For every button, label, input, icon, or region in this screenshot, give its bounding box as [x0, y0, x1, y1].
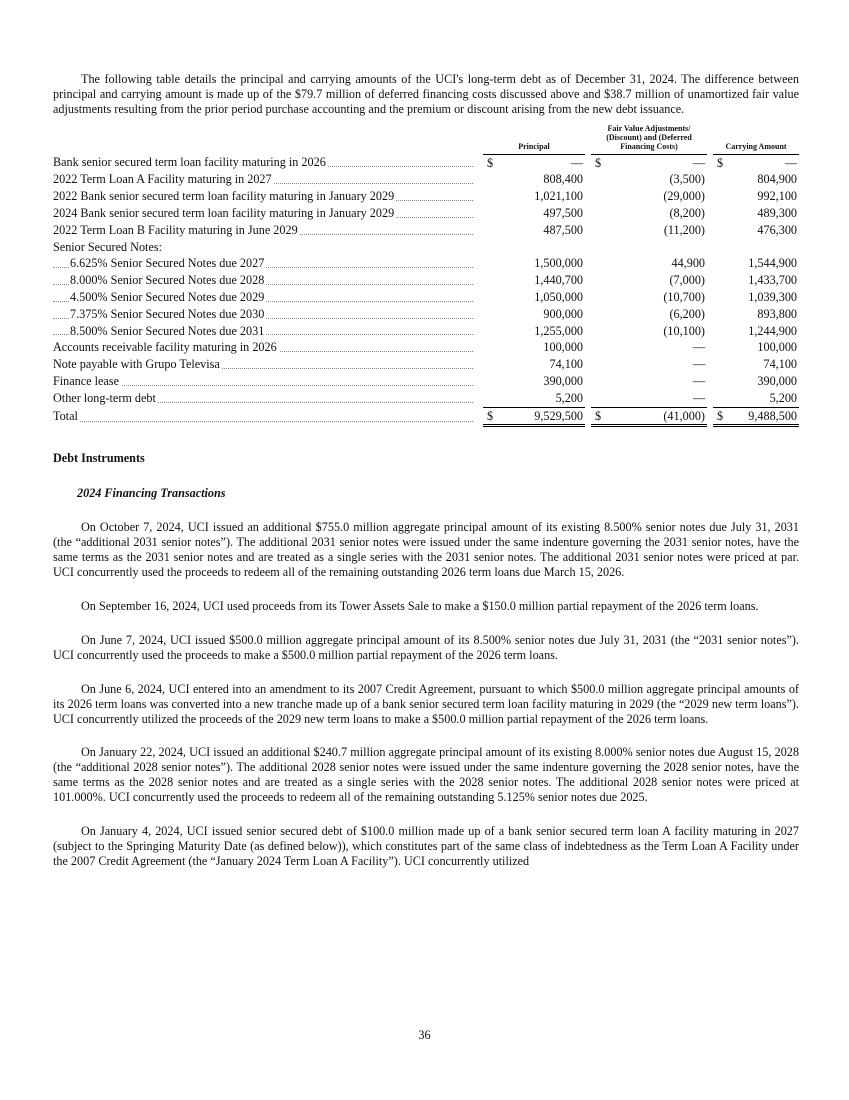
cell-value: 1,050,000	[534, 289, 583, 304]
cell-value: 1,500,000	[534, 256, 583, 271]
row-label: 7.375% Senior Secured Notes due 2030	[53, 306, 477, 323]
table-row	[53, 339, 799, 356]
carrying-cell	[713, 356, 799, 373]
carrying-cell	[713, 390, 799, 407]
header-principal: Principal	[483, 124, 585, 154]
carrying-cell	[713, 272, 799, 289]
page-number: 36	[418, 1028, 431, 1042]
row-label: 2022 Term Loan A Facility maturing in 2027	[53, 171, 477, 188]
row-label: Finance lease	[53, 373, 477, 390]
table-row	[53, 188, 799, 205]
principal-cell	[483, 323, 585, 340]
currency-symbol: $	[717, 408, 724, 423]
principal-cell	[483, 407, 585, 426]
cell-value: 487,500	[543, 222, 583, 237]
row-label: Accounts receivable facility maturing in 2026	[53, 339, 477, 356]
principal-cell	[483, 306, 585, 323]
subsection-heading: 2024 Financing Transactions	[77, 486, 226, 501]
table-row	[53, 390, 799, 407]
cell-value: 74,100	[763, 357, 797, 372]
cell-value: —	[692, 340, 705, 355]
cell-value: (3,500)	[669, 172, 705, 187]
carrying-cell	[713, 255, 799, 272]
carrying-cell	[713, 407, 799, 426]
cell-value: 390,000	[757, 373, 797, 388]
currency-symbol: $	[595, 408, 602, 423]
fair-value-cell	[591, 407, 707, 426]
fair-value-cell	[591, 339, 707, 356]
table-row	[53, 373, 799, 390]
carrying-cell	[713, 306, 799, 323]
fair-value-cell	[591, 306, 707, 323]
carrying-cell	[713, 205, 799, 222]
currency-symbol: $	[487, 408, 494, 423]
body-paragraph: On June 6, 2024, UCI entered into an amendment to its 2007 Credit Agreement, pursuant to which $500.0 million aggregate principal amounts of its 2026 term loans was converted into a new tranche made up of a bank senior secured term loan facility maturing in 2029 (the “2029 new term loans”). UCI concurrently utilized the proceeds of the 2029 new term loans to make a $500.0 million partial repayment of the 2026 term loans.	[53, 681, 799, 726]
body-paragraphs	[53, 520, 799, 868]
cell-value: 390,000	[543, 373, 583, 388]
table-header-row	[53, 124, 799, 154]
principal-cell	[483, 390, 585, 407]
cell-value: 1,039,300	[748, 289, 797, 304]
cell-value: 1,544,900	[748, 256, 797, 271]
carrying-cell	[713, 289, 799, 306]
fair-value-cell	[591, 205, 707, 222]
table-row	[53, 323, 799, 340]
table-row	[53, 289, 799, 306]
intro-paragraph: The following table details the principal and carrying amounts of the UCI's long-term debt as of December 31, 2024. The difference between principal and carrying amount is made up of the $79.7 million of deferred financing costs discussed above and $38.7 million of unamortized fair value adjustments resulting from the prior period purchase accounting and the premium or discount arising from the new debt issuance.	[53, 72, 799, 116]
principal-cell	[483, 289, 585, 306]
row-label: 8.000% Senior Secured Notes due 2028	[53, 272, 477, 289]
fair-value-cell	[591, 188, 707, 205]
carrying-cell	[713, 339, 799, 356]
cell-value: —	[692, 357, 705, 372]
cell-value: (10,700)	[663, 289, 705, 304]
fair-value-cell	[591, 171, 707, 188]
principal-cell	[483, 373, 585, 390]
long-term-debt-table	[53, 124, 799, 428]
row-label: 4.500% Senior Secured Notes due 2029	[53, 289, 477, 306]
cell-value: —	[570, 155, 583, 170]
body-paragraph: On January 22, 2024, UCI issued an additional $240.7 million aggregate principal amount of its existing 8.000% senior notes due August 15, 2028 (the “additional 2028 senior notes”). The additional 2028 senior notes were issued under the same indenture governing the 2028 senior notes, have the same terms as the 2028 senior notes and are treated as a single series with the 2028 senior notes. The additional 2028 senior notes were priced at 101.000%. UCI concurrently used the proceeds to redeem all of the remaining outstanding 5.125% senior notes due 2025.	[53, 745, 799, 805]
cell-value: 808,400	[543, 172, 583, 187]
table-row	[53, 356, 799, 373]
cell-value: 1,255,000	[534, 323, 583, 338]
cell-value: 497,500	[543, 206, 583, 220]
carrying-cell	[713, 323, 799, 340]
principal-cell	[483, 205, 585, 222]
table-row	[53, 222, 799, 239]
cell-value: 100,000	[757, 340, 797, 355]
cell-value: (7,000)	[669, 273, 705, 288]
row-label: 2024 Bank senior secured term loan facility maturing in January 2029	[53, 205, 477, 222]
cell-value: 5,200	[555, 390, 583, 405]
cell-value: (10,100)	[663, 323, 705, 338]
table-row	[53, 407, 799, 426]
document-page	[53, 72, 799, 869]
principal-cell	[483, 272, 585, 289]
row-label: Other long-term debt	[53, 390, 477, 407]
carrying-cell	[713, 188, 799, 205]
principal-cell	[483, 222, 585, 239]
row-label: 2022 Term Loan B Facility maturing in June 2029	[53, 222, 477, 239]
cell-value: 9,488,500	[748, 408, 797, 423]
carrying-cell	[713, 171, 799, 188]
section-heading: Debt Instruments	[53, 451, 145, 466]
fair-value-cell	[591, 239, 707, 256]
cell-value: 100,000	[543, 340, 583, 355]
header-fair-value: Fair Value Adjustments/ (Discount) and (Deferred Financing Costs)	[591, 124, 707, 154]
fair-value-cell	[591, 154, 707, 171]
carrying-cell	[713, 222, 799, 239]
cell-value: 992,100	[757, 189, 797, 204]
principal-cell	[483, 154, 585, 171]
cell-value: —	[692, 390, 705, 405]
cell-value: 893,800	[757, 306, 797, 321]
table-row	[53, 239, 799, 256]
table-row	[53, 171, 799, 188]
fair-value-cell	[591, 289, 707, 306]
cell-value: (29,000)	[663, 189, 705, 204]
carrying-cell	[713, 154, 799, 171]
principal-cell	[483, 239, 585, 256]
row-label: Note payable with Grupo Televisa	[53, 356, 477, 373]
principal-cell	[483, 171, 585, 188]
cell-value: (8,200)	[669, 206, 705, 220]
cell-value: 804,900	[757, 172, 797, 187]
fair-value-cell	[591, 272, 707, 289]
fair-value-cell	[591, 356, 707, 373]
cell-value: 1,433,700	[748, 273, 797, 288]
row-label: 2022 Bank senior secured term loan facility maturing in January 2029	[53, 188, 477, 205]
table-row	[53, 154, 799, 171]
cell-value: 489,300	[757, 206, 797, 220]
row-label: Bank senior secured term loan facility maturing in 2026	[53, 154, 477, 171]
cell-value: —	[692, 155, 705, 170]
body-paragraph: On October 7, 2024, UCI issued an additional $755.0 million aggregate principal amount of its existing 8.500% senior notes due July 31, 2031 (the “additional 2031 senior notes”). The additional 2031 senior notes were issued under the same indenture governing the 2031 senior notes, have the same terms as the 2031 senior notes and are treated as a single series with the 2031 senior notes. The additional 2031 senior notes were priced at par. UCI concurrently used the proceeds to redeem all of the remaining outstanding 2026 term loans due March 15, 2026.	[53, 520, 799, 580]
fair-value-cell	[591, 390, 707, 407]
table-row	[53, 272, 799, 289]
body-paragraph: On September 16, 2024, UCI used proceeds from its Tower Assets Sale to make a $150.0 million partial repayment of the 2026 term loans.	[81, 598, 759, 613]
cell-value: 44,900	[671, 256, 705, 271]
row-label: Senior Secured Notes:	[53, 239, 162, 254]
cell-value: 74,100	[549, 357, 583, 372]
principal-cell	[483, 356, 585, 373]
table-row	[53, 205, 799, 222]
principal-cell	[483, 255, 585, 272]
cell-value: 1,440,700	[534, 273, 583, 288]
cell-value: —	[784, 155, 797, 170]
cell-value: 5,200	[769, 390, 797, 405]
cell-value: (6,200)	[669, 306, 705, 321]
body-paragraph: On January 4, 2024, UCI issued senior secured debt of $100.0 million made up of a bank senior secured term loan A facility maturing in 2027 (subject to the Springing Maturity Date (as defined below)), which constitutes part of the same class of indebtedness as the Term Loan A Facility under the 2007 Credit Agreement (the “January 2024 Term Loan A Facility”). UCI concurrently utilized	[53, 824, 799, 868]
table-row	[53, 306, 799, 323]
cell-value: 476,300	[757, 222, 797, 237]
principal-cell	[483, 339, 585, 356]
fair-value-cell	[591, 373, 707, 390]
row-label: Total	[53, 407, 477, 426]
carrying-cell	[713, 239, 799, 256]
cell-value: 9,529,500	[534, 408, 583, 423]
currency-symbol: $	[595, 155, 602, 170]
carrying-cell	[713, 373, 799, 390]
fair-value-cell	[591, 255, 707, 272]
cell-value: —	[692, 373, 705, 388]
cell-value: (41,000)	[663, 408, 705, 423]
currency-symbol: $	[717, 155, 724, 170]
row-label: 8.500% Senior Secured Notes due 2031	[53, 323, 477, 340]
table-row	[53, 255, 799, 272]
cell-value: 1,244,900	[748, 323, 797, 338]
cell-value: 1,021,100	[534, 189, 583, 204]
fair-value-cell	[591, 323, 707, 340]
currency-symbol: $	[487, 155, 494, 170]
principal-cell	[483, 188, 585, 205]
header-carrying-amount: Carrying Amount	[713, 124, 799, 154]
row-label: 6.625% Senior Secured Notes due 2027	[53, 255, 477, 272]
cell-value: 900,000	[543, 306, 583, 321]
body-paragraph: On June 7, 2024, UCI issued $500.0 million aggregate principal amount of its 8.500% senior notes due July 31, 2031 (the “2031 senior notes”). UCI concurrently used the proceeds to make a $500.0 million partial repayment of the 2026 term loans.	[53, 632, 799, 662]
cell-value: (11,200)	[663, 222, 705, 237]
fair-value-cell	[591, 222, 707, 239]
